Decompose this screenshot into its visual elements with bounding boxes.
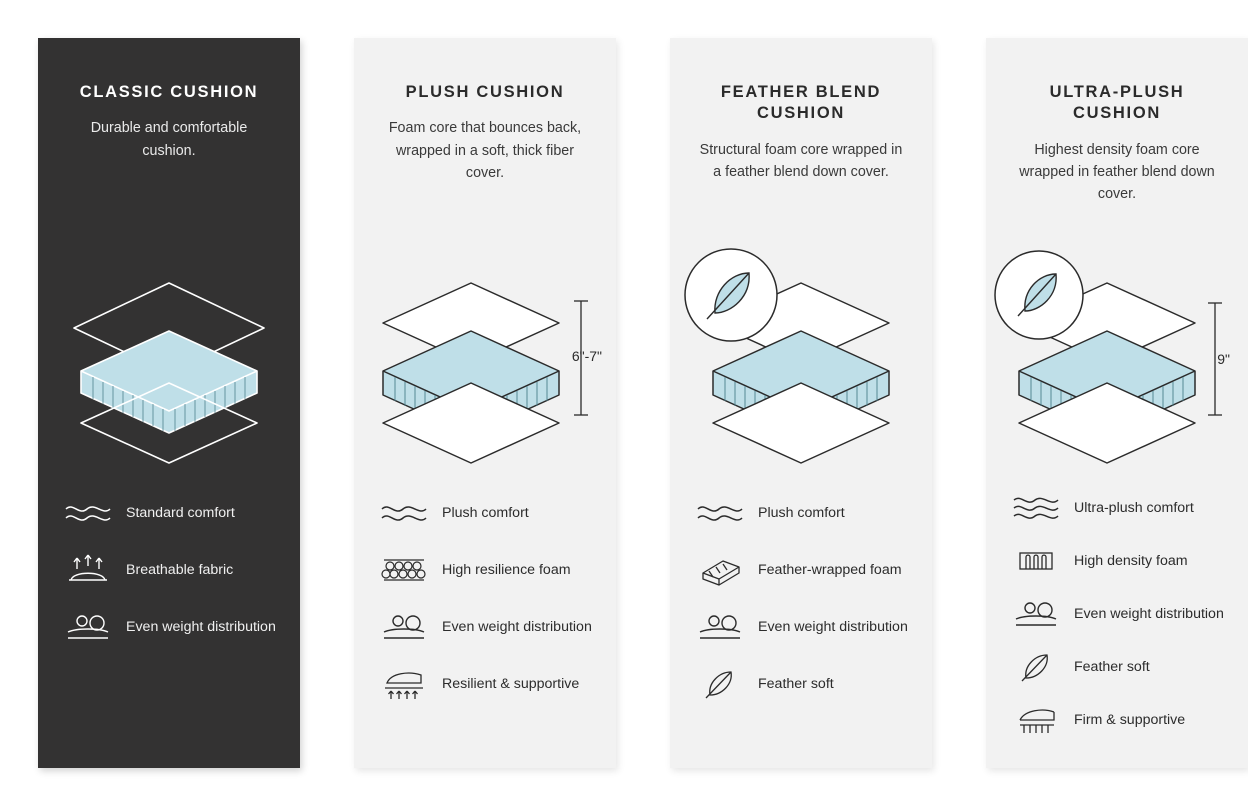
feature-item [1008,594,1232,634]
feature-list [376,493,600,721]
feature-item [1008,541,1232,581]
card-title: FEATHER BLEND CUSHION [720,83,882,123]
feature-label: Breathable fabric [126,561,234,578]
feature-item [692,493,916,533]
feature-label: Ultra-plush comfort [1074,499,1194,516]
high-density-foam-icon [1008,546,1064,576]
card-title: PLUSH CUSHION [405,83,565,101]
feature-label: Even weight distribution [126,618,276,635]
wave-icon [376,500,432,526]
feature-label: Firm & supportive [1074,711,1186,728]
feature-label: Feather-wrapped foam [758,561,902,578]
feather-wrapped-foam-icon [692,553,748,587]
feature-list [60,493,284,664]
feature-item [1008,488,1232,528]
card-description: Structural foam core wrapped in a feather blend down cover. [699,141,903,181]
firm-support-icon [1008,703,1064,737]
cushion-layers-illustration [354,243,616,473]
cards-row [38,38,1248,768]
card-description: Highest density foam core wrapped in feather blend down cover. [1019,141,1215,203]
feature-label: Feather soft [1074,658,1150,675]
card-description: Durable and comfortable cushion. [90,120,248,159]
feature-item [692,550,916,590]
feature-label: High resilience foam [442,561,571,578]
feature-label: Even weight distribution [442,618,592,635]
feather-badge [685,249,777,341]
feature-label: High density foam [1074,552,1188,569]
wave-icon [1008,493,1064,523]
dimension-label: 6"-7" [571,348,602,364]
feature-label: Resilient & supportive [442,675,580,692]
honeycomb-foam-icon [376,554,432,586]
resilient-support-icon [376,667,432,701]
weight-distribution-icon [692,610,748,644]
wave-icon [692,500,748,526]
feature-item [376,550,600,590]
feature-item [60,550,284,590]
card-classic-cushion[interactable] [38,38,300,768]
feature-item [376,607,600,647]
card-title: CLASSIC CUSHION [79,83,259,101]
card-plush-cushion[interactable] [354,38,616,768]
feature-item [692,607,916,647]
weight-distribution-icon [1008,597,1064,631]
card-title: ULTRA-PLUSH CUSHION [1049,83,1185,123]
feature-label: Plush comfort [758,504,845,521]
weight-distribution-icon [376,610,432,644]
feature-label: Even weight distribution [758,618,908,635]
feature-label: Even weight distribution [1074,605,1224,622]
feature-list [1008,488,1232,757]
feature-item [60,607,284,647]
feature-item [1008,700,1232,740]
feature-item [1008,647,1232,687]
dimension-label: 9" [1217,351,1230,367]
cushion-layers-illustration [670,243,932,473]
feature-label: Standard comfort [126,504,235,521]
feature-item [60,493,284,533]
feature-list [692,493,916,721]
feature-item [692,664,916,704]
feature-label: Plush comfort [442,504,529,521]
cushion-layers-illustration [38,243,300,473]
card-feather-blend-cushion[interactable] [670,38,932,768]
feather-badge [995,251,1083,339]
breathable-fabric-icon [60,553,116,587]
feature-item [376,664,600,704]
feather-icon [1008,650,1064,684]
feature-label: Feather soft [758,675,834,692]
card-description: Foam core that bounces back, wrapped in a soft, thick fiber cover. [388,120,582,181]
feature-item [376,493,600,533]
feather-icon [692,667,748,701]
weight-distribution-icon [60,610,116,644]
cushion-layers-illustration [986,243,1248,473]
card-ultra-plush-cushion[interactable] [986,38,1248,768]
wave-icon [60,500,116,526]
